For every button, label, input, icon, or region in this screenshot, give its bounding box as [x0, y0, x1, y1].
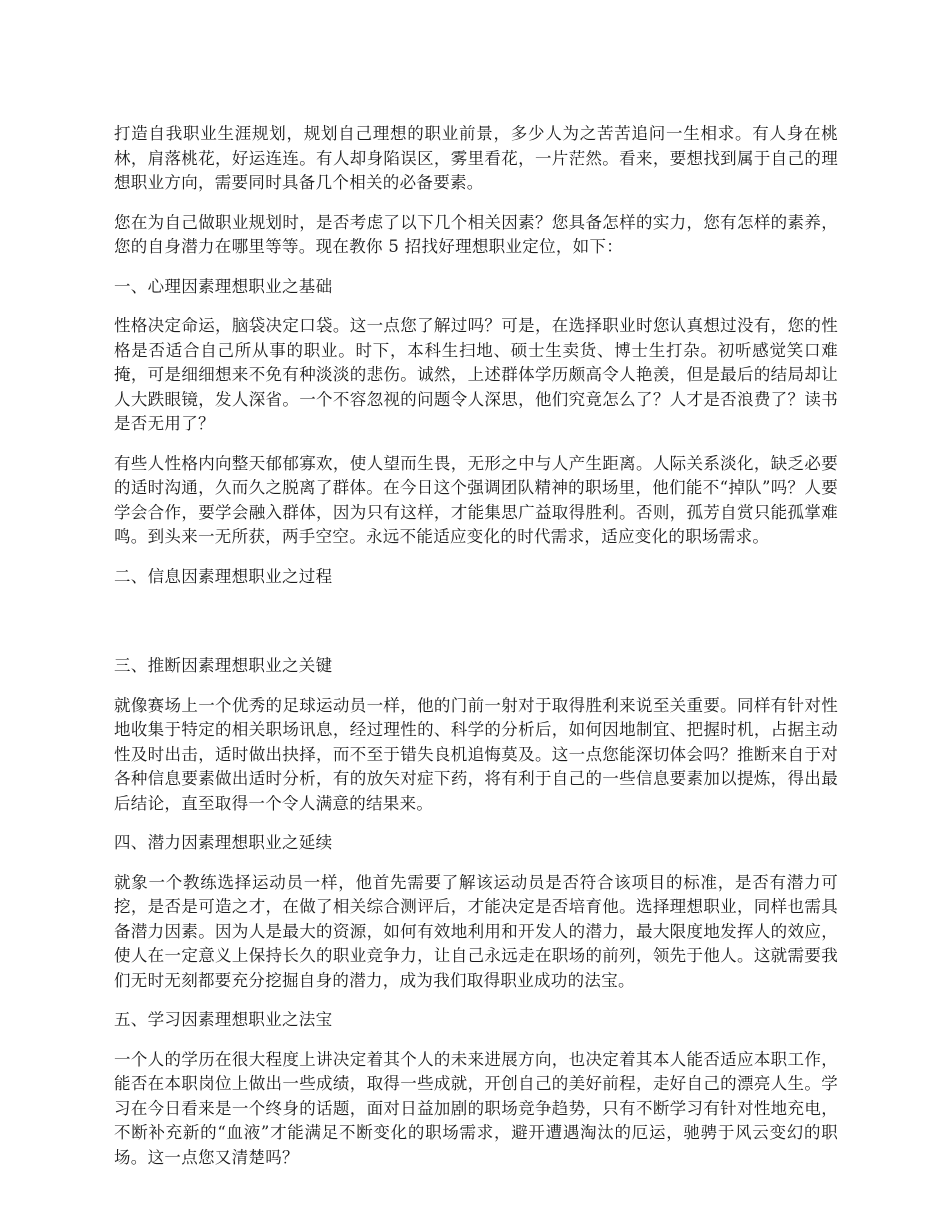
section-1-paragraph-1: 性格决定命运，脑袋决定口袋。这一点您了解过吗？可是，在选择职业时您认真想过没有，您的性格是否适合自己所从事的职业。时下，本科生扫地、硕士生卖货、博士生打杂。初听感觉笑口难掩，可是细细想来不免有种淡淡的悲伤。诚然，上述群体学历颇高令人艳羡，但是最后的结局却让人大跌眼镜，发人深省。一个不容忽视的问题令人深思，他们究竟怎么了？人才是否浪费了？读书是否无用了？: [114, 316, 838, 433]
blank-space: [114, 604, 838, 654]
section-3-paragraph-1: 就像赛场上一个优秀的足球运动员一样，他的门前一射对于取得胜利来说至关重要。同样有针对性地收集于特定的相关职场讯息，经过理性的、科学的分析后，如何因地制宜、把握时机，占据主动性及时出击，适时做出抉择，而不至于错失良机追悔莫及。这一点您能深切体会吗？推断来自于对各种信息要素做出适时分析，有的放矢对症下药，将有利于自己的一些信息要素加以提炼，得出最后结论，直至取得一个令人满意的结果来。: [114, 695, 838, 813]
section-4-heading: 四、潜力因素理想职业之延续: [114, 833, 333, 852]
section-4-paragraph-1: 就象一个教练选择运动员一样，他首先需要了解该运动员是否符合该项目的标准，是否有潜力可挖，是否是可造之才，在做了相关综合测评后，才能决定是否培育他。选择理想职业，同样也需具备潜力因素。因为人是最大的资源，如何有效地利用和开发人的潜力，最大限度地发挥人的效应，使人在一定意义上保持长久的职业竞争力，让自己永远走在职场的前列，领先于他人。这就需要我们无时无刻都要充分挖掘自身的潜力，成为我们取得职业成功的法宝。: [114, 872, 838, 990]
intro-paragraph-2: 您在为自己做职业规划时，是否考虑了以下几个相关因素？您具备怎样的实力，您有怎样的素养，您的自身潜力在哪里等等。现在教你 5 招找好理想职业定位，如下：: [114, 212, 838, 256]
section-1-paragraph-2: 有些人性格内向整天郁郁寡欢，使人望而生畏，无形之中与人产生距离。人际关系淡化，缺乏必要的适时沟通，久而久之脱离了群体。在今日这个强调团队精神的职场里，他们能不“掉队”吗？人要学会合作，要学会融入群体，因为只有这样，才能集思广益取得胜利。否则，孤芳自赏只能孤掌难鸣。到头来一无所获，两手空空。永远不能适应变化的时代需求，适应变化的职场需求。: [114, 453, 838, 546]
section-3-heading: 三、推断因素理想职业之关键: [114, 656, 333, 675]
intro-paragraph-1: 打造自我职业生涯规划，规划自己理想的职业前景，多少人为之苦苦追问一生相求。有人身在桃林，肩落桃花，好运连连。有人却身陷误区，雾里看花，一片茫然。看来，要想找到属于自己的理想职业方向，需要同时具备几个相关的必备要素。: [114, 124, 838, 192]
section-2-heading: 二、信息因素理想职业之过程: [114, 566, 333, 586]
section-5-paragraph-1: 一个人的学历在很大程度上讲决定着其个人的未来进展方向，也决定着其本人能否适应本职工作，能否在本职岗位上做出一些成绩，取得一些成就，开创自己的美好前程，走好自己的漂亮人生。学习在今日看来是一个终身的话题，面对日益加剧的职场竞争趋势，只有不断学习有针对性地充电，不断补充新的“血液”才能满足不断变化的职场需求，避开遭遇淘汰的厄运，驰骋于风云变幻的职场。这一点您又清楚吗？: [114, 1049, 838, 1167]
section-1-heading: 一、心理因素理想职业之基础: [114, 276, 333, 296]
section-5-heading: 五、学习因素理想职业之法宝: [114, 1010, 333, 1029]
document-body: [114, 122, 838, 1185]
